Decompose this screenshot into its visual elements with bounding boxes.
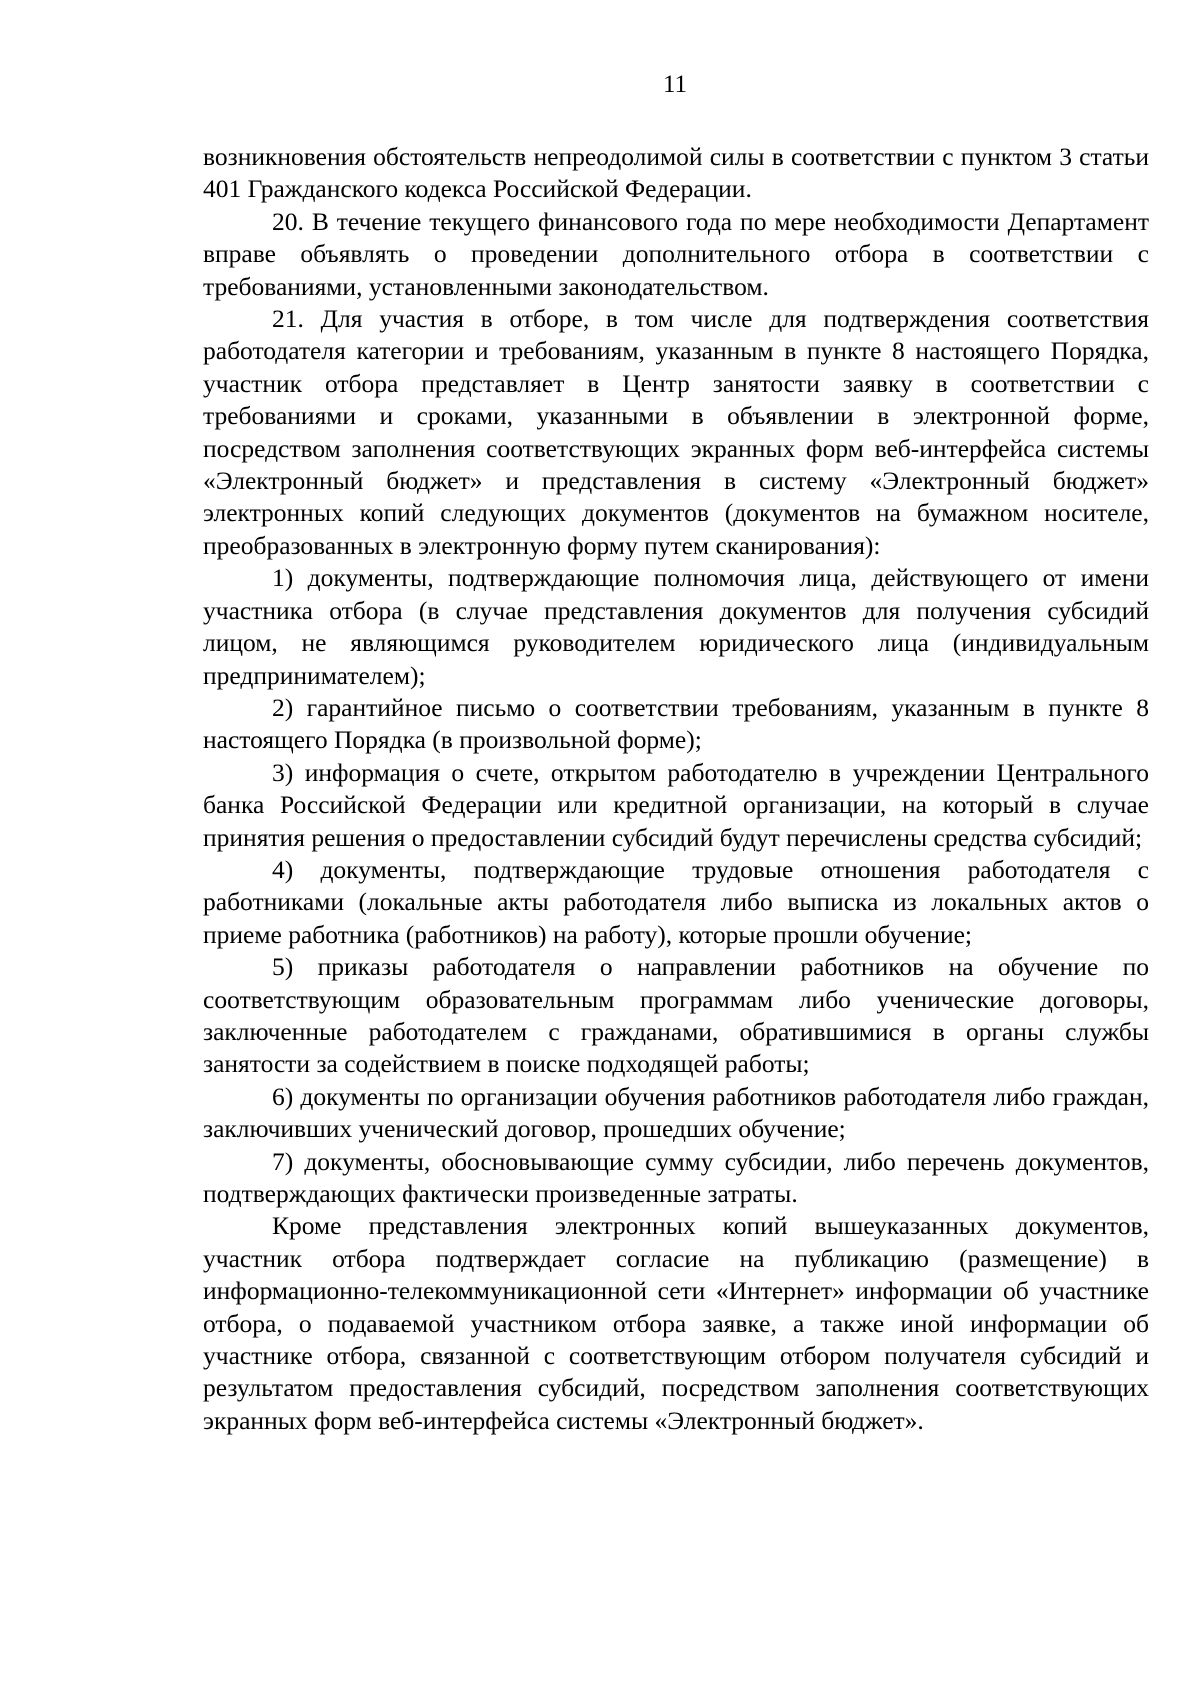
page-number: 11 (662, 71, 688, 98)
paragraph-consent: Кроме представления электронных копий вышеуказанных документов, участник отбора подтверждает согласие на публикацию (размещение) в информационно-телекоммуникационной сети «Интернет» информации об участнике отбора, о подаваемой участником отбора заявке, а также иной информации об участнике отбора, связанной с соответствующим отбором получателя субсидий и результатом предоставления субсидий, посредством заполнения соответствующих экранных форм веб-интерфейса системы «Электронный бюджет». (203, 1211, 1149, 1435)
paragraph-item-20: 20. В течение текущего финансового года по мере необходимости Департамент вправе объявлять о проведении дополнительного отбора в соответствии с требованиями, установленными законодательством. (203, 206, 1149, 301)
list-item-7: 7) документы, обосновывающие сумму субсидии, либо перечень документов, подтверждающих фактически произведенные затраты. (203, 1146, 1149, 1208)
list-item-6: 6) документы по организации обучения работников работодателя либо граждан, заключивших ученический договор, прошедших обучение; (203, 1081, 1149, 1144)
list-item-2: 2) гарантийное письмо о соответствии требованиям, указанным в пункте 8 настоящего Порядка (в произвольной форме); (203, 692, 1149, 755)
list-item-3: 3) информация о счете, открытом работодателю в учреждении Центрального банка Российской Федерации или кредитной организации, на который в случае принятия решения о предоставлении субсидий будут перечислены средства субсидий; (203, 757, 1149, 852)
list-item-1: 1) документы, подтверждающие полномочия лица, действующего от имени участника отбора (в случае представления документов для получения субсидий лицом, не являющимся руководителем юридического лица (индивидуальным предпринимателем); (203, 563, 1149, 690)
list-item-4: 4) документы, подтверждающие трудовые отношения работодателя с работниками (локальные акты работодателя либо выписка из локальных актов о приеме работника (работников) на работу), которые прошли обучение; (203, 854, 1149, 949)
document-body (203, 141, 1149, 1437)
list-item-5: 5) приказы работодателя о направлении работников на обучение по соответствующим образовательным программам либо ученические договоры, заключенные работодателем с гражданами, обратившимися в органы службы занятости за содействием в поиске подходящей работы; (203, 952, 1149, 1079)
paragraph-continuation: возникновения обстоятельств непреодолимой силы в соответствии с пунктом 3 статьи 401 Гражданского кодекса Российской Федерации. (203, 142, 1149, 204)
paragraph-item-21: 21. Для участия в отборе, в том числе для подтверждения соответствия работодателя категории и требованиям, указанным в пункте 8 настоящего Порядка, участник отбора представляет в Центр занятости заявку в соответствии с требованиями и сроками, указанными в объявлении в электронной форме, посредством заполнения соответствующих экранных форм веб-интерфейса системы «Электронный бюджет» и представления в систему «Электронный бюджет» электронных копий следующих документов (документов на бумажном носителе, преобразованных в электронную форму путем сканирования): (203, 304, 1149, 560)
